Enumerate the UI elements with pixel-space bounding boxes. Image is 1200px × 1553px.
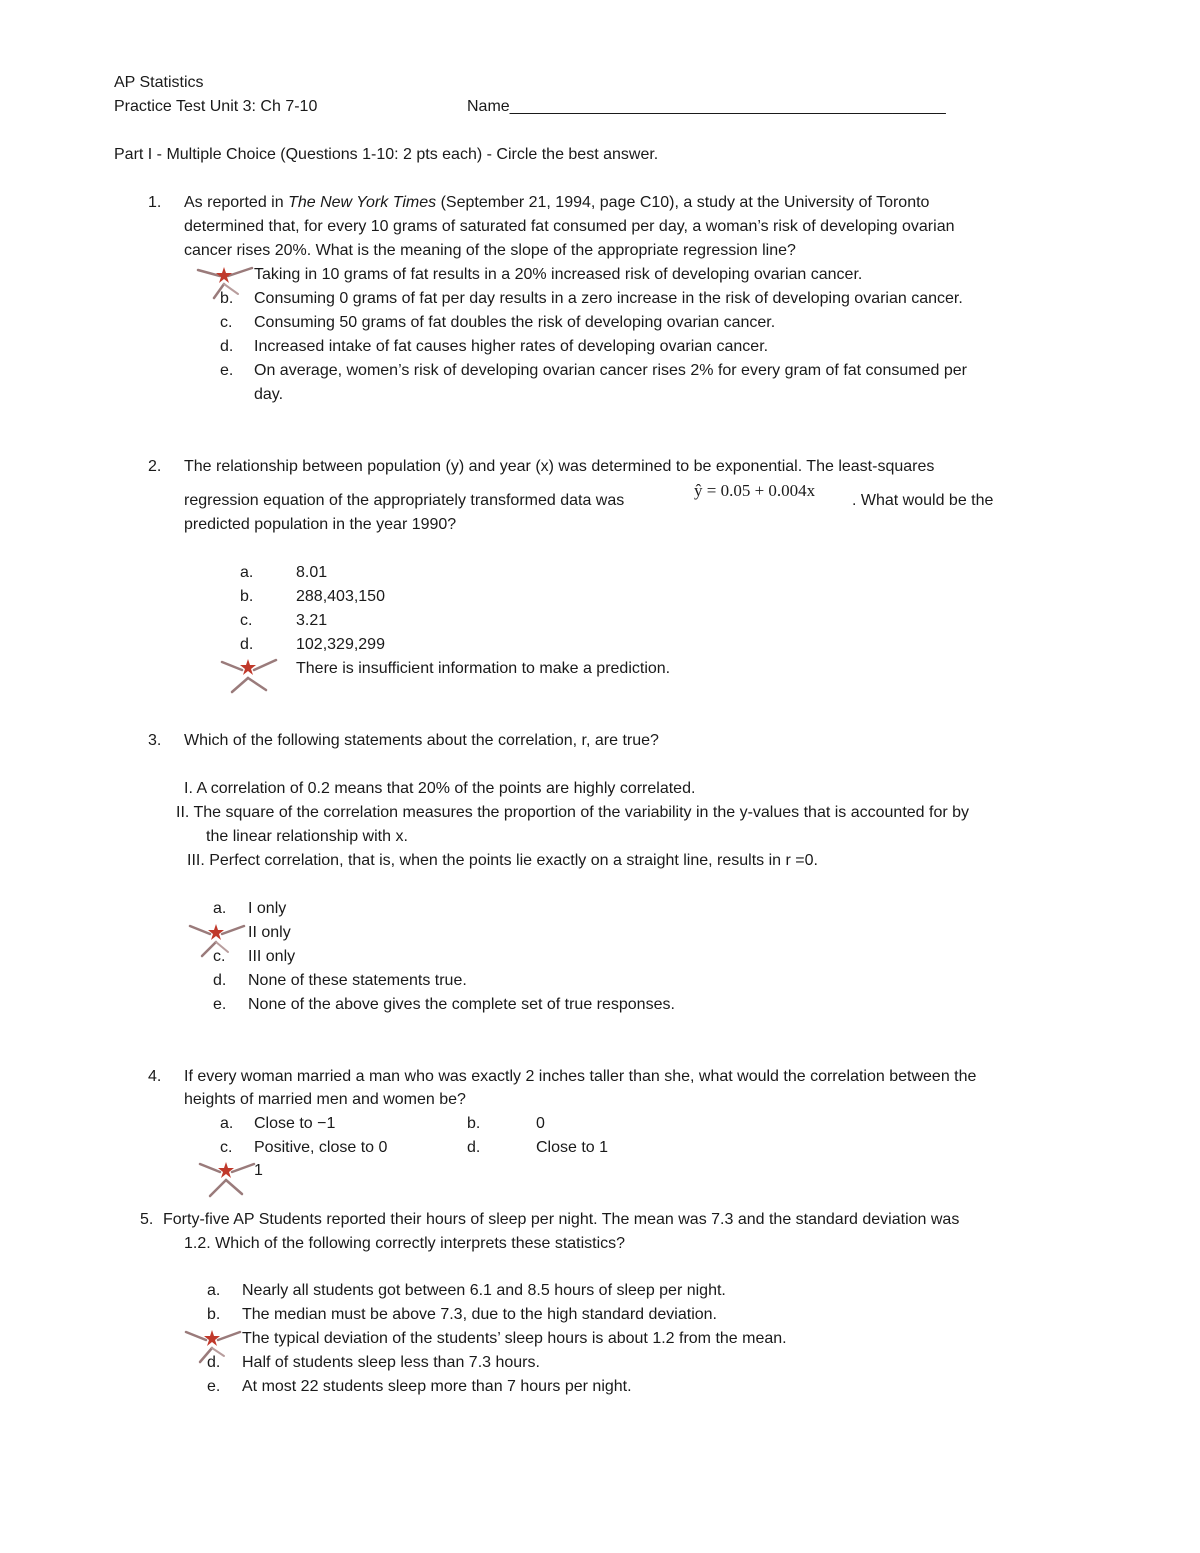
q5-option-c[interactable]: The typical deviation of the students’ sleep hours is about 1.2 from the mean. — [242, 1330, 787, 1347]
q4-option-b-letter: b. — [467, 1115, 481, 1132]
q2-stem-line1: The relationship between population (y) and year (x) was determined to be exponential. The least-squares — [184, 458, 935, 475]
q1-option-e-letter: e. — [220, 362, 234, 379]
q1-stem-post: (September 21, 1994, page C10), a study at the University of Toronto — [436, 194, 930, 211]
q5-option-a-letter: a. — [207, 1282, 221, 1299]
q3-number: 3. — [148, 732, 162, 749]
q3-statement-2: II. The square of the correlation measures the proportion of the variability in the y-values that is accounted for by — [176, 804, 970, 821]
q4-option-d-letter: d. — [467, 1139, 481, 1156]
name-label: Name — [467, 98, 510, 115]
q4-option-a-letter: a. — [220, 1115, 234, 1132]
q4-option-d[interactable]: Close to 1 — [536, 1139, 609, 1156]
q1-option-b-letter: b. — [220, 290, 234, 307]
q1-option-e[interactable]: On average, women’s risk of developing ovarian cancer rises 2% for every gram of fat consumed per — [254, 362, 967, 379]
q3-option-e-letter: e. — [213, 996, 227, 1013]
q2-stem-line3: predicted population in the year 1990? — [184, 516, 457, 533]
answer-star-icon-q3 — [186, 920, 246, 962]
q5-option-b[interactable]: The median must be above 7.3, due to the high standard deviation. — [242, 1306, 717, 1323]
q3-option-d[interactable]: None of these statements true. — [248, 972, 467, 989]
course-title: AP Statistics — [114, 74, 204, 91]
q2-stem-line2-post: . What would be the — [852, 492, 994, 509]
q1-option-d-letter: d. — [220, 338, 234, 355]
q3-option-d-letter: d. — [213, 972, 227, 989]
q4-stem-line1: If every woman married a man who was exactly 2 inches taller than she, what would the correlation between the — [184, 1068, 977, 1085]
q1-option-c[interactable]: Consuming 50 grams of fat doubles the risk of developing ovarian cancer. — [254, 314, 776, 331]
answer-star-icon-q1 — [194, 262, 254, 304]
q3-statement-3: III. Perfect correlation, that is, when the points lie exactly on a straight line, results in r =0. — [187, 852, 818, 869]
q4-option-b[interactable]: 0 — [536, 1115, 545, 1132]
q3-option-a[interactable]: I only — [248, 900, 287, 917]
q1-option-b[interactable]: Consuming 0 grams of fat per day results in a zero increase in the risk of developing ovarian cancer. — [254, 290, 963, 307]
q1-stem-line1 — [184, 193, 929, 213]
answer-star-icon-q5 — [182, 1326, 242, 1368]
q5-option-d[interactable]: Half of students sleep less than 7.3 hours. — [242, 1354, 540, 1371]
q1-number: 1. — [148, 194, 162, 211]
q5-option-d-letter: d. — [207, 1354, 221, 1371]
q3-option-b[interactable]: II only — [248, 924, 291, 941]
q1-source: The New York Times — [288, 194, 437, 211]
name-field — [467, 97, 946, 117]
q5-stem-line2: 1.2. Which of the following correctly interprets these statistics? — [184, 1235, 626, 1252]
q5-option-e-letter: e. — [207, 1378, 221, 1395]
q4-option-a[interactable]: Close to −1 — [254, 1115, 336, 1132]
q1-option-a[interactable]: Taking in 10 grams of fat results in a 20% increased risk of developing ovarian cancer. — [254, 266, 863, 283]
test-title: Practice Test Unit 3: Ch 7-10 — [114, 98, 318, 115]
q3-option-a-letter: a. — [213, 900, 227, 917]
answer-star-icon-q2 — [218, 654, 278, 696]
q2-number: 2. — [148, 458, 162, 475]
q2-option-a-letter: a. — [240, 564, 254, 581]
q2-regression-equation: ŷ = 0.05 + 0.004x — [694, 481, 816, 500]
q5-option-b-letter: b. — [207, 1306, 221, 1323]
q3-statement-1: I. A correlation of 0.2 means that 20% of the points are highly correlated. — [184, 780, 696, 797]
q2-option-c[interactable]: 3.21 — [296, 612, 328, 629]
q4-number: 4. — [148, 1068, 162, 1085]
q5-number: 5. — [140, 1211, 154, 1228]
q4-option-c-letter: c. — [220, 1139, 233, 1156]
q3-statement-2-cont: the linear relationship with x. — [206, 828, 408, 845]
q2-option-e[interactable]: There is insufficient information to make a prediction. — [296, 660, 671, 677]
q2-option-d-letter: d. — [240, 636, 254, 653]
q3-option-e[interactable]: None of the above gives the complete set of true responses. — [248, 996, 675, 1013]
q1-option-e-cont: day. — [254, 386, 284, 403]
q1-stem-line2: determined that, for every 10 grams of saturated fat consumed per day, a woman’s risk of developing ovarian — [184, 218, 955, 235]
q3-option-c[interactable]: III only — [248, 948, 296, 965]
q5-stem-line1: Forty-five AP Students reported their hours of sleep per night. The mean was 7.3 and the standard deviation was — [163, 1211, 960, 1228]
q1-option-c-letter: c. — [220, 314, 233, 331]
answer-star-icon-q4 — [196, 1158, 256, 1200]
q1-option-d[interactable]: Increased intake of fat causes higher rates of developing ovarian cancer. — [254, 338, 769, 355]
q1-stem-pre: As reported in — [184, 194, 289, 211]
q4-stem-line2: heights of married men and women be? — [184, 1091, 466, 1108]
q2-option-b[interactable]: 288,403,150 — [296, 588, 385, 605]
name-blank: _________________________________________________ — [509, 98, 946, 115]
q5-option-a[interactable]: Nearly all students got between 6.1 and 8.5 hours of sleep per night. — [242, 1282, 726, 1299]
q1-stem-line3: cancer rises 20%. What is the meaning of the slope of the appropriate regression line? — [184, 242, 796, 259]
q5-option-e: At most 22 students sleep more than 7 hours per night. — [242, 1378, 632, 1395]
part1-instructions: Part I - Multiple Choice (Questions 1-10: 2 pts each) - Circle the best answer. — [114, 146, 659, 163]
q4-option-e[interactable]: 1 — [254, 1162, 263, 1179]
q2-option-d[interactable]: 102,329,299 — [296, 636, 385, 653]
q2-stem-line2-pre: regression equation of the appropriately transformed data was — [184, 492, 625, 509]
q2-option-c-letter: c. — [240, 612, 253, 629]
q4-option-c[interactable]: Positive, close to 0 — [254, 1139, 388, 1156]
q2-option-b-letter: b. — [240, 588, 254, 605]
q3-option-c-letter: c. — [213, 948, 226, 965]
q2-option-a[interactable]: 8.01 — [296, 564, 328, 581]
q3-stem: Which of the following statements about the correlation, r, are true? — [184, 732, 659, 749]
